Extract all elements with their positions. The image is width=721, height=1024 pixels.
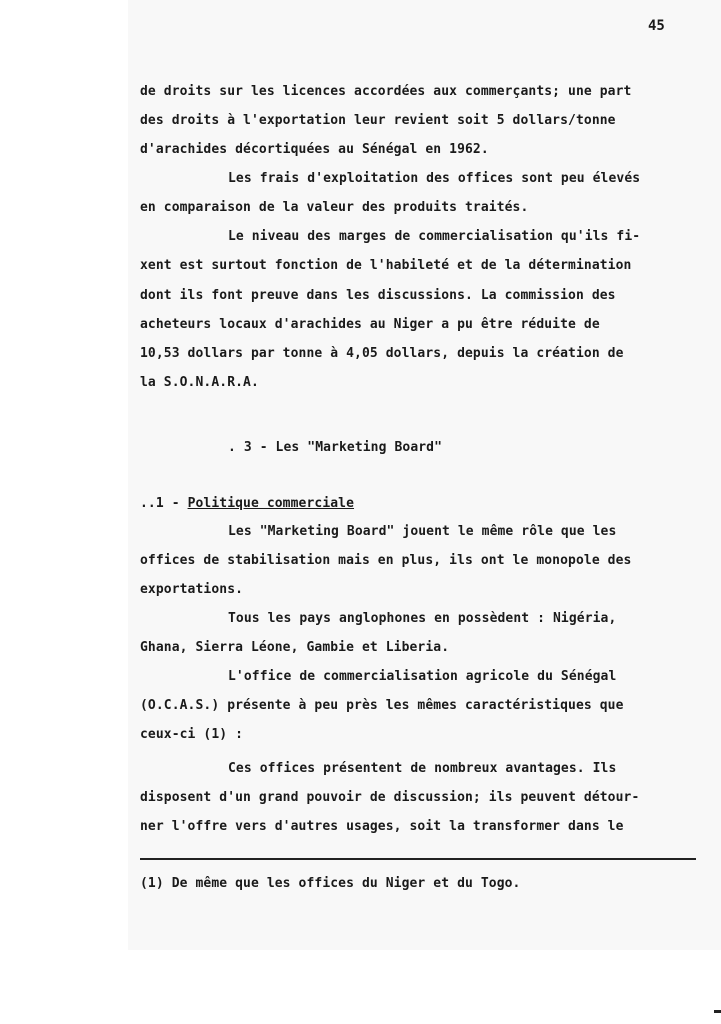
body-line: L'office de commercialisation agricole du Sénégal: [228, 669, 617, 684]
subsection-heading: [140, 496, 354, 511]
body-line: Ghana, Sierra Léone, Gambie et Liberia.: [140, 640, 450, 655]
body-line: ceux-ci (1) :: [140, 727, 244, 742]
subsection-title: Politique commerciale: [187, 496, 355, 511]
page-number: 45: [648, 18, 665, 34]
body-line: offices de stabilisation mais en plus, ils ont le monopole des: [140, 553, 632, 568]
body-line: 10,53 dollars par tonne à 4,05 dollars, depuis la création de: [140, 346, 624, 361]
body-line: Ces offices présentent de nombreux avantages. Ils: [228, 761, 617, 776]
body-line: acheteurs locaux d'arachides au Niger a pu être réduite de: [140, 317, 600, 332]
body-line: ner l'offre vers d'autres usages, soit la transformer dans le: [140, 819, 624, 834]
section-heading: . 3 - Les "Marketing Board": [228, 440, 443, 455]
body-line: de droits sur les licences accordées aux commerçants; une part: [140, 84, 632, 99]
footnote-separator: [140, 858, 696, 860]
body-line: dont ils font preuve dans les discussions. La commission des: [140, 288, 616, 303]
footnote: (1) De même que les offices du Niger et du Togo.: [140, 876, 521, 891]
scan-mark: [714, 1010, 721, 1013]
body-line: xent est surtout fonction de l'habileté et de la détermination: [140, 258, 632, 273]
body-line: Les frais d'exploitation des offices sont peu élevés: [228, 171, 641, 186]
body-line: Les "Marketing Board" jouent le même rôle que les: [228, 524, 617, 539]
body-line: disposent d'un grand pouvoir de discussion; ils peuvent détour-: [140, 790, 640, 805]
body-line: Le niveau des marges de commercialisation qu'ils fi-: [228, 229, 641, 244]
body-line: en comparaison de la valeur des produits traités.: [140, 200, 529, 215]
body-line: d'arachides décortiquées au Sénégal en 1962.: [140, 142, 489, 157]
body-line: (O.C.A.S.) présente à peu près les mêmes caractéristiques que: [140, 698, 624, 713]
body-line: des droits à l'exportation leur revient soit 5 dollars/tonne: [140, 113, 616, 128]
body-line: exportations.: [140, 582, 244, 597]
subsection-number: ..1 -: [140, 496, 188, 511]
body-line: la S.O.N.A.R.A.: [140, 375, 259, 390]
body-line: Tous les pays anglophones en possèdent : Nigéria,: [228, 611, 617, 626]
